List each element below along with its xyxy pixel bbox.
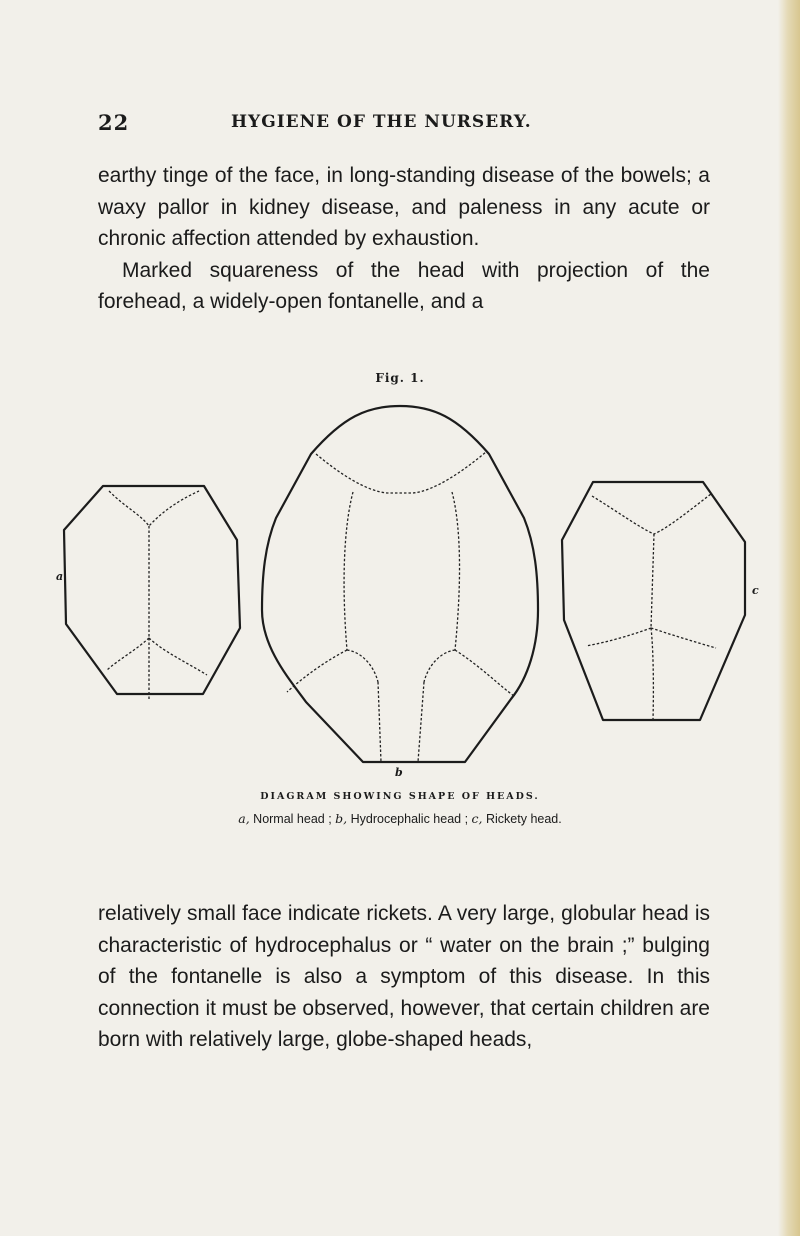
page-number: 22 bbox=[98, 110, 130, 135]
figure-caption-title: DIAGRAM SHOWING SHAPE OF HEADS. bbox=[260, 791, 540, 802]
head-a-label: a bbox=[56, 570, 64, 583]
paragraph-continued: earthy tinge of the face, in long-standing disease of the bowels; a waxy pallor in kidney disease, and paleness in any acute or chronic affection attended by exhaustion. bbox=[98, 164, 710, 251]
head-a-outline bbox=[64, 486, 240, 694]
legend-text-a: Normal head ; bbox=[249, 812, 336, 826]
legend-letter-b: b, bbox=[335, 811, 348, 826]
head-b-outline bbox=[262, 406, 538, 762]
paragraph: relatively small face indicate rickets. A very large, globular head is characteristic of hydrocephalus or “ water on the brain ;” bulging of the fontanelle is also a symptom of this disease. In this connection it must be observed, however, that certain children are born with relatively large, globe-shaped heads, bbox=[98, 902, 710, 1052]
body-text-bottom bbox=[98, 898, 710, 1056]
legend-letter-c: c, bbox=[471, 811, 483, 826]
figure-label: Fig. 1. bbox=[375, 371, 425, 385]
legend-letter-a: a, bbox=[238, 811, 250, 826]
head-c-label: c bbox=[752, 584, 759, 597]
body-text-top bbox=[98, 160, 710, 318]
paragraph: Marked squareness of the head with projection of the forehead, a widely-open fontanelle, and a bbox=[98, 258, 710, 314]
head-b-label: b bbox=[395, 766, 403, 779]
legend-text-b: Hydrocephalic head ; bbox=[347, 812, 472, 826]
figure-caption-legend bbox=[0, 811, 800, 826]
running-title: HYGIENE OF THE NURSERY. bbox=[231, 112, 532, 132]
head-shapes-diagram bbox=[0, 390, 800, 790]
running-head bbox=[98, 110, 708, 140]
legend-text-c: Rickety head. bbox=[482, 812, 562, 826]
